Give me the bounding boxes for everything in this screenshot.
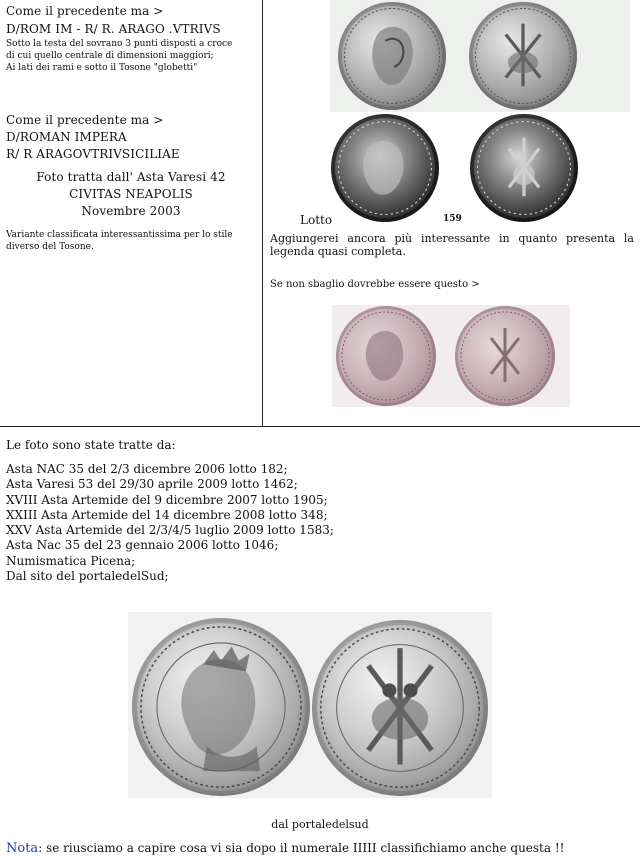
coin-reverse-large: [312, 620, 488, 796]
coin-obverse-large: [132, 618, 310, 796]
coin-reverse-top: [469, 2, 577, 110]
lotto-number: 159: [443, 214, 462, 224]
column-divider: [262, 0, 263, 426]
right-text-line-3: Se non sbaglio dovrebbe essere questo >: [270, 279, 480, 290]
variant-line-2: diverso del Tosone.: [6, 242, 94, 252]
lotto-label: Lotto: [300, 213, 333, 227]
coin-reverse-pink: [455, 306, 555, 406]
note-line-3: Ai lati dei rami e sotto il Tosone "globetti": [6, 63, 198, 73]
note-line-1: Sotto la testa del sovrano 3 punti disposti a croce: [6, 39, 233, 49]
nota-label: Nota: [6, 841, 39, 856]
coin-obverse-top: [338, 2, 446, 110]
sources-heading: Le foto sono state tratte da:: [6, 438, 176, 452]
coin-obverse-mid: [331, 114, 439, 222]
right-text-line-1: Aggiungerei ancora più interessante in quanto presenta la: [270, 232, 634, 245]
sources-list: [6, 462, 334, 584]
source-item: XXIII Asta Artemide del 14 dicembre 2008 lotto 348;: [6, 507, 328, 522]
legend-first: D/ROM IM - R/ R. ARAGO .VTRIVS: [6, 22, 221, 36]
image-caption: dal portaledelsud: [271, 818, 369, 831]
coin-reverse-mid: [470, 114, 578, 222]
obverse-legend: D/ROMAN IMPERA: [6, 130, 127, 144]
note-line-2: di cui quello centrale di dimensioni maggiori;: [6, 51, 214, 61]
heading-second: Come il precedente ma >: [6, 113, 164, 127]
section-divider: [0, 426, 640, 427]
photo-source-line-3: Novembre 2003: [81, 204, 181, 218]
source-item: Asta NAC 35 del 2/3 dicembre 2006 lotto 182;: [6, 462, 288, 476]
right-text-line-2: legenda quasi completa.: [270, 245, 406, 258]
source-item: Asta Varesi 53 del 29/30 aprile 2009 lotto 1462;: [6, 477, 298, 492]
source-item: Dal sito del portaledelSud;: [6, 569, 169, 584]
source-item: Numismatica Picena;: [6, 553, 136, 568]
nota-text: : se riusciamo a capire cosa vi sia dopo il numerale IIIII classifichiamo anche questa !!: [38, 841, 565, 855]
coin-obverse-pink: [336, 306, 436, 406]
footer-note: [6, 841, 565, 856]
source-item: XVIII Asta Artemide del 9 dicembre 2007 lotto 1905;: [6, 492, 328, 507]
reverse-legend: R/ R ARAGOVTRIVSICILIAE: [6, 147, 180, 161]
source-item: Asta Nac 35 del 23 gennaio 2006 lotto 1046;: [6, 538, 279, 553]
photo-source-line-1: Foto tratta dall' Asta Varesi 42: [36, 170, 226, 184]
photo-source-line-2: CIVITAS NEAPOLIS: [69, 187, 193, 201]
variant-line-1: Variante classificata interessantissima per lo stile: [6, 230, 233, 240]
source-item: XXV Asta Artemide del 2/3/4/5 luglio 2009 lotto 1583;: [6, 523, 334, 538]
heading-first: Come il precedente ma >: [6, 4, 164, 18]
